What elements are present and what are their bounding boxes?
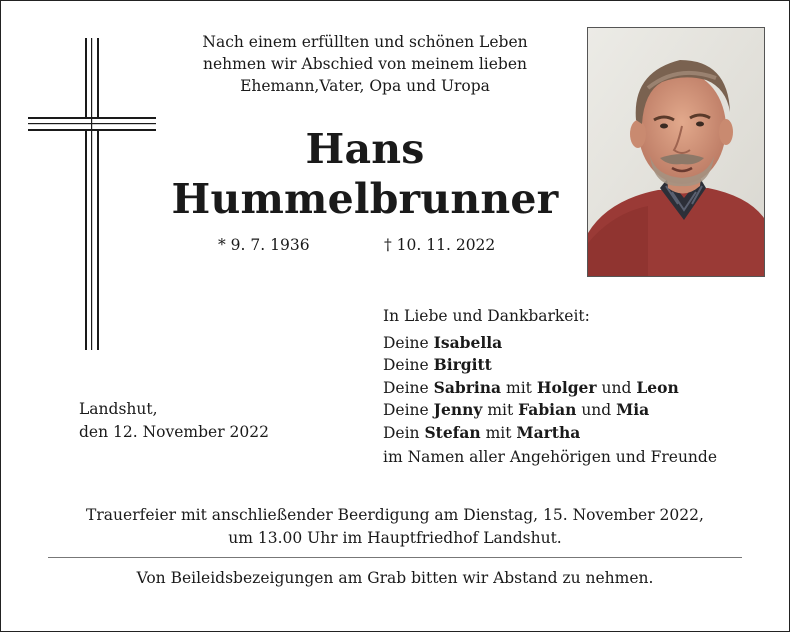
mourner-connector: Deine: [383, 401, 434, 419]
birth-date: * 9. 7. 1936: [218, 236, 310, 254]
mourner-name: Jenny: [433, 400, 483, 419]
death-date: † 10. 11. 2022: [384, 236, 496, 254]
divider: [48, 557, 742, 558]
mourner-name: Leon: [636, 377, 679, 397]
mourner-connector: Deine: [383, 333, 434, 352]
mourners-block: [383, 305, 717, 469]
mourner-name: Martha: [516, 422, 581, 442]
intro-line-3: Ehemann,Vater, Opa und Uropa: [240, 77, 490, 95]
mourner-connector: und: [596, 378, 637, 397]
mourner-connector: und: [576, 401, 617, 419]
mourner-name: Birgitt: [433, 355, 492, 374]
place-city: Landshut,: [79, 400, 158, 418]
place-date: [79, 398, 269, 443]
mourners-heading: In Liebe und Dankbarkeit:: [383, 307, 590, 325]
mourner-name: Holger: [536, 377, 597, 397]
service-line-2: um 13.00 Uhr im Hauptfriedhof Landshut.: [228, 529, 562, 547]
mourner-row: [383, 422, 717, 445]
mourner-name: Fabian: [518, 400, 577, 419]
mourner-name: Stefan: [424, 422, 481, 442]
mourner-connector: mit: [482, 401, 519, 419]
service-info: [20, 504, 770, 550]
last-name: Hummelbrunner: [171, 175, 559, 223]
first-name: Hans: [305, 125, 425, 173]
mourners-closing: im Namen aller Angehörigen und Freunde: [383, 448, 717, 466]
mourner-connector: Deine: [383, 356, 434, 374]
intro-line-1: Nach einem erfüllten und schönen Leben: [202, 33, 528, 51]
service-line-1: Trauerfeier mit anschließender Beerdigung am Dienstag, 15. November 2022,: [86, 506, 704, 524]
deceased-name: [160, 124, 570, 224]
mourner-name: Mia: [616, 400, 650, 419]
intro-line-2: nehmen wir Abschied von meinem lieben: [203, 55, 527, 73]
mourner-connector: Deine: [383, 378, 434, 397]
mourner-connector: mit: [480, 423, 517, 442]
mourner-name: Sabrina: [433, 377, 502, 397]
intro-text: [180, 31, 550, 97]
mourner-connector: Dein: [383, 423, 425, 442]
mourner-list: [383, 332, 717, 445]
portrait-photo: [587, 27, 765, 277]
mourner-name: Isabella: [433, 332, 503, 352]
mourner-row: [383, 399, 717, 422]
mourner-connector: mit: [501, 378, 537, 397]
cross-icon: [28, 38, 156, 350]
mourner-row: [383, 332, 717, 355]
place-date-text: den 12. November 2022: [79, 422, 269, 441]
mourner-row: [383, 354, 717, 377]
condolence-note: Von Beileidsbezeigungen am Grab bitten wir Abstand zu nehmen.: [136, 569, 654, 587]
mourner-row: [383, 377, 717, 400]
